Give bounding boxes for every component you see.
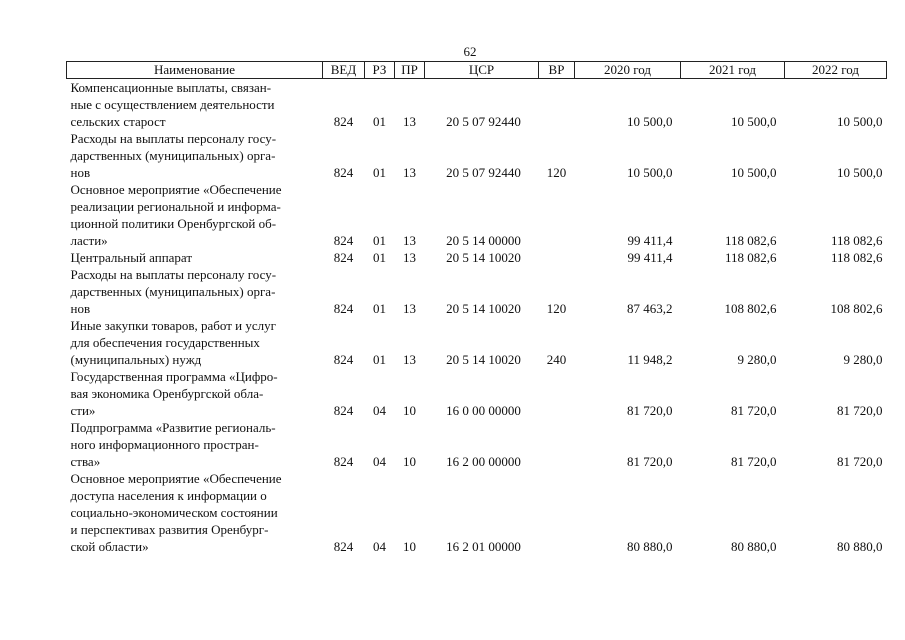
cell-rz: 01 <box>373 301 386 316</box>
cell-2020: 81 720,0 <box>627 454 673 469</box>
table-row <box>67 181 887 249</box>
cell-name-line: Основное мероприятие «Обеспечение <box>70 182 282 197</box>
cell-name <box>67 181 323 249</box>
cell-pr: 10 <box>403 403 416 418</box>
cell-2021: 81 720,0 <box>731 403 777 418</box>
cell-2020: 80 880,0 <box>627 539 673 554</box>
cell-2020: 99 411,4 <box>627 250 673 265</box>
cell-name-line: социально-экономическом состоянии <box>70 505 278 520</box>
header-2022: 2022 год <box>785 62 887 79</box>
cell-2021: 9 280,0 <box>737 352 777 367</box>
cell-csr: 16 0 00 00000 <box>446 403 521 418</box>
cell-2022: 10 500,0 <box>837 114 883 129</box>
cell-name <box>67 317 323 368</box>
table-row <box>67 266 887 317</box>
cell-name-line: (муниципальных) нужд <box>70 352 202 367</box>
cell-csr: 16 2 01 00000 <box>446 539 521 554</box>
cell-ved: 824 <box>333 233 354 248</box>
cell-vr <box>539 470 575 555</box>
cell-name <box>67 419 323 470</box>
cell-2022: 108 802,6 <box>830 301 883 316</box>
cell-name-line: Основное мероприятие «Обеспечение <box>70 471 282 486</box>
cell-ved: 824 <box>333 403 354 418</box>
cell-csr: 20 5 14 10020 <box>446 250 521 265</box>
table-row <box>67 470 887 555</box>
cell-name-line: ской области» <box>70 539 149 554</box>
cell-vr <box>539 419 575 470</box>
cell-csr: 20 5 14 00000 <box>446 233 521 248</box>
header-vr: ВР <box>539 62 575 79</box>
table-body <box>67 79 887 556</box>
cell-pr: 13 <box>403 352 416 367</box>
table-row <box>67 317 887 368</box>
cell-2020: 87 463,2 <box>627 301 673 316</box>
cell-name-line: Иные закупки товаров, работ и услуг <box>70 318 276 333</box>
cell-name-line: ные с осуществлением деятельности <box>70 97 275 112</box>
cell-name-line: доступа населения к информации о <box>70 488 267 503</box>
table-row <box>67 249 887 266</box>
cell-name-line: вая экономика Оренбургской обла- <box>70 386 264 401</box>
cell-pr: 13 <box>403 114 416 129</box>
cell-name-line: Расходы на выплаты персоналу госу- <box>70 267 277 282</box>
cell-vr: 240 <box>546 352 567 367</box>
cell-ved: 824 <box>333 301 354 316</box>
header-csr: ЦСР <box>425 62 539 79</box>
cell-2020: 10 500,0 <box>627 165 673 180</box>
cell-csr: 20 5 14 10020 <box>446 352 521 367</box>
cell-pr: 13 <box>403 233 416 248</box>
cell-name-line: Центральный аппарат <box>70 250 193 265</box>
budget-table <box>66 61 887 555</box>
cell-name-line: Подпрограмма «Развитие региональ- <box>70 420 276 435</box>
cell-rz: 01 <box>373 250 386 265</box>
cell-rz: 04 <box>373 454 386 469</box>
header-2021: 2021 год <box>681 62 785 79</box>
cell-pr: 10 <box>403 454 416 469</box>
cell-2020: 11 948,2 <box>627 352 673 367</box>
cell-name-line: Расходы на выплаты персоналу госу- <box>70 131 277 146</box>
cell-ved: 824 <box>333 114 354 129</box>
cell-2021: 108 802,6 <box>724 301 777 316</box>
cell-ved: 824 <box>333 454 354 469</box>
cell-name-line: ства» <box>70 454 101 469</box>
header-rz: РЗ <box>365 62 395 79</box>
cell-vr: 120 <box>546 165 567 180</box>
table-row <box>67 79 887 131</box>
cell-vr <box>539 79 575 131</box>
cell-csr: 20 5 07 92440 <box>446 114 521 129</box>
cell-vr <box>539 181 575 249</box>
cell-name-line: ласти» <box>70 233 108 248</box>
cell-name-line: сти» <box>70 403 96 418</box>
cell-pr: 13 <box>403 165 416 180</box>
cell-pr: 13 <box>403 301 416 316</box>
cell-2022: 118 082,6 <box>830 250 883 265</box>
cell-name-line: Компенсационные выплаты, связан- <box>70 80 272 95</box>
cell-ved: 824 <box>333 352 354 367</box>
table-header-row <box>67 62 887 79</box>
cell-2022: 80 880,0 <box>837 539 883 554</box>
cell-name <box>67 368 323 419</box>
cell-ved: 824 <box>333 165 354 180</box>
cell-name-line: и перспективах развития Оренбург- <box>70 522 269 537</box>
cell-name <box>67 470 323 555</box>
cell-name <box>67 130 323 181</box>
cell-2022: 118 082,6 <box>830 233 883 248</box>
cell-name <box>67 266 323 317</box>
cell-name-line: ционной политики Оренбургской об- <box>70 216 277 231</box>
cell-name-line: нов <box>70 301 91 316</box>
page-number: 62 <box>463 44 477 59</box>
cell-rz: 01 <box>373 352 386 367</box>
cell-2022: 10 500,0 <box>837 165 883 180</box>
cell-name-line: дарственных (муниципальных) орга- <box>70 148 276 163</box>
cell-2022: 81 720,0 <box>837 454 883 469</box>
cell-rz: 04 <box>373 403 386 418</box>
cell-name-line: для обеспечения государственных <box>70 335 260 350</box>
cell-vr <box>539 249 575 266</box>
cell-name-line: ного информационного простран- <box>70 437 259 452</box>
cell-2020: 99 411,4 <box>627 233 673 248</box>
cell-name-line: Государственная программа «Цифро- <box>70 369 278 384</box>
cell-csr: 20 5 07 92440 <box>446 165 521 180</box>
cell-csr: 20 5 14 10020 <box>446 301 521 316</box>
cell-2021: 118 082,6 <box>724 233 777 248</box>
cell-2021: 10 500,0 <box>731 114 777 129</box>
cell-pr: 10 <box>403 539 416 554</box>
cell-name-line: реализации региональной и информа- <box>70 199 281 214</box>
header-name: Наименование <box>67 62 323 79</box>
header-pr: ПР <box>395 62 425 79</box>
cell-2022: 9 280,0 <box>843 352 883 367</box>
cell-name-line: нов <box>70 165 91 180</box>
cell-name <box>67 79 323 131</box>
cell-rz: 01 <box>373 233 386 248</box>
header-ved: ВЕД <box>323 62 365 79</box>
cell-2021: 81 720,0 <box>731 454 777 469</box>
cell-name-line: дарственных (муниципальных) орга- <box>70 284 276 299</box>
cell-name <box>67 249 323 266</box>
table-row <box>67 368 887 419</box>
cell-rz: 01 <box>373 114 386 129</box>
cell-2021: 118 082,6 <box>724 250 777 265</box>
cell-csr: 16 2 00 00000 <box>446 454 521 469</box>
cell-name-line: сельских старост <box>70 114 166 129</box>
cell-rz: 04 <box>373 539 386 554</box>
cell-ved: 824 <box>333 539 354 554</box>
cell-ved: 824 <box>333 250 354 265</box>
cell-2021: 10 500,0 <box>731 165 777 180</box>
table-row <box>67 419 887 470</box>
cell-2020: 81 720,0 <box>627 403 673 418</box>
table-row <box>67 130 887 181</box>
header-2020: 2020 год <box>575 62 681 79</box>
cell-2022: 81 720,0 <box>837 403 883 418</box>
cell-vr <box>539 368 575 419</box>
cell-2020: 10 500,0 <box>627 114 673 129</box>
cell-vr: 120 <box>546 301 567 316</box>
cell-rz: 01 <box>373 165 386 180</box>
cell-pr: 13 <box>403 250 416 265</box>
cell-2021: 80 880,0 <box>731 539 777 554</box>
